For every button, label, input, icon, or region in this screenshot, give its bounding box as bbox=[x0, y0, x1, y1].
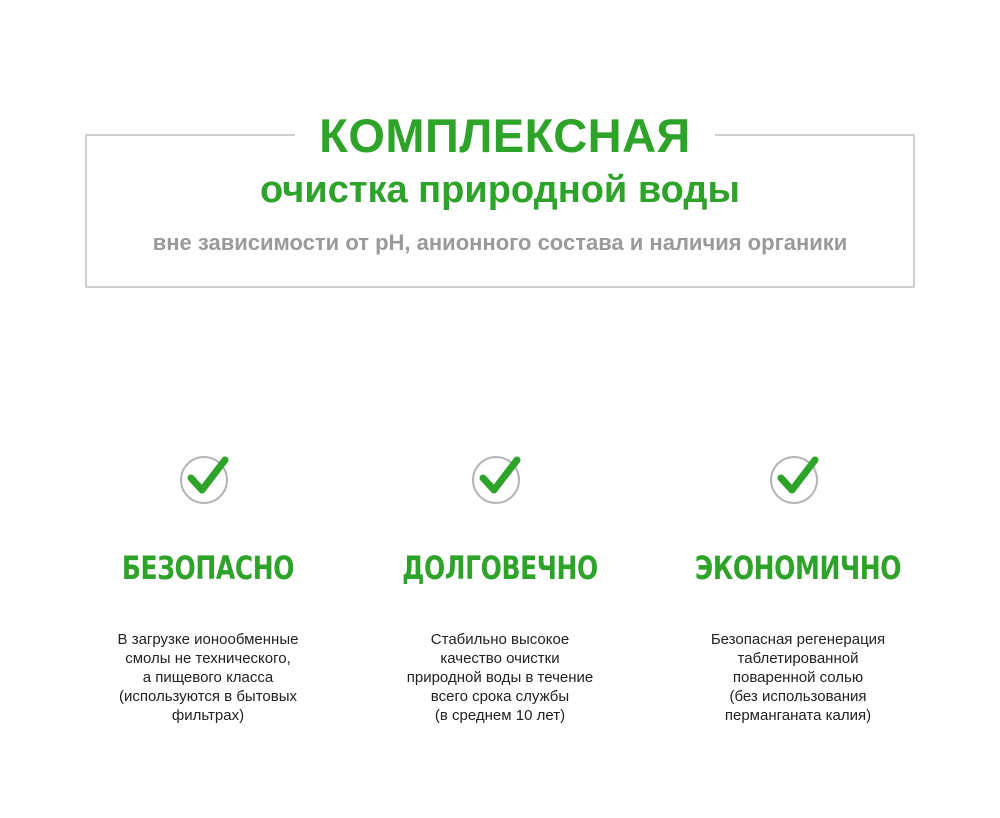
description-line: поваренной солью bbox=[732, 669, 864, 686]
feature-description bbox=[370, 630, 630, 725]
description-line: (в среднем 10 лет) bbox=[434, 707, 566, 724]
check-circle-icon bbox=[470, 448, 530, 508]
feature-description bbox=[78, 630, 338, 725]
feature-title: ЭКОНОМИЧНО bbox=[694, 549, 902, 587]
feature-safe bbox=[58, 448, 358, 725]
description-line: (без использования bbox=[729, 688, 867, 705]
description-line: природной воды в течение bbox=[406, 669, 594, 686]
description-line: В загрузке ионообменные bbox=[117, 631, 299, 648]
description-line: смолы не технического, bbox=[125, 650, 291, 667]
feature-description bbox=[668, 630, 928, 725]
description-line: а пищевого класса bbox=[142, 669, 274, 686]
description-line: Безопасная регенерация bbox=[710, 631, 886, 648]
description-line: перманганата калия) bbox=[724, 707, 872, 724]
feature-title: ДОЛГОВЕЧНО bbox=[402, 549, 598, 587]
feature-durable bbox=[350, 448, 650, 725]
page-subtitle: очистка природной воды bbox=[260, 169, 740, 211]
description-line: Стабильно высокое bbox=[430, 631, 570, 648]
description-line: качество очистки bbox=[440, 650, 560, 667]
description-line: таблетированной bbox=[737, 650, 859, 667]
description-line: фильтрах) bbox=[171, 707, 245, 724]
description-line: (используются в бытовых bbox=[118, 688, 297, 705]
feature-economical bbox=[648, 448, 948, 725]
check-circle-icon bbox=[178, 448, 238, 508]
page-tagline: вне зависимости от pH, анионного состава и наличия органики bbox=[152, 230, 848, 255]
page-title: КОМПЛЕКСНАЯ bbox=[295, 108, 715, 164]
check-circle-icon bbox=[768, 448, 828, 508]
description-line: всего срока службы bbox=[430, 688, 570, 705]
feature-title: БЕЗОПАСНО bbox=[121, 549, 295, 587]
